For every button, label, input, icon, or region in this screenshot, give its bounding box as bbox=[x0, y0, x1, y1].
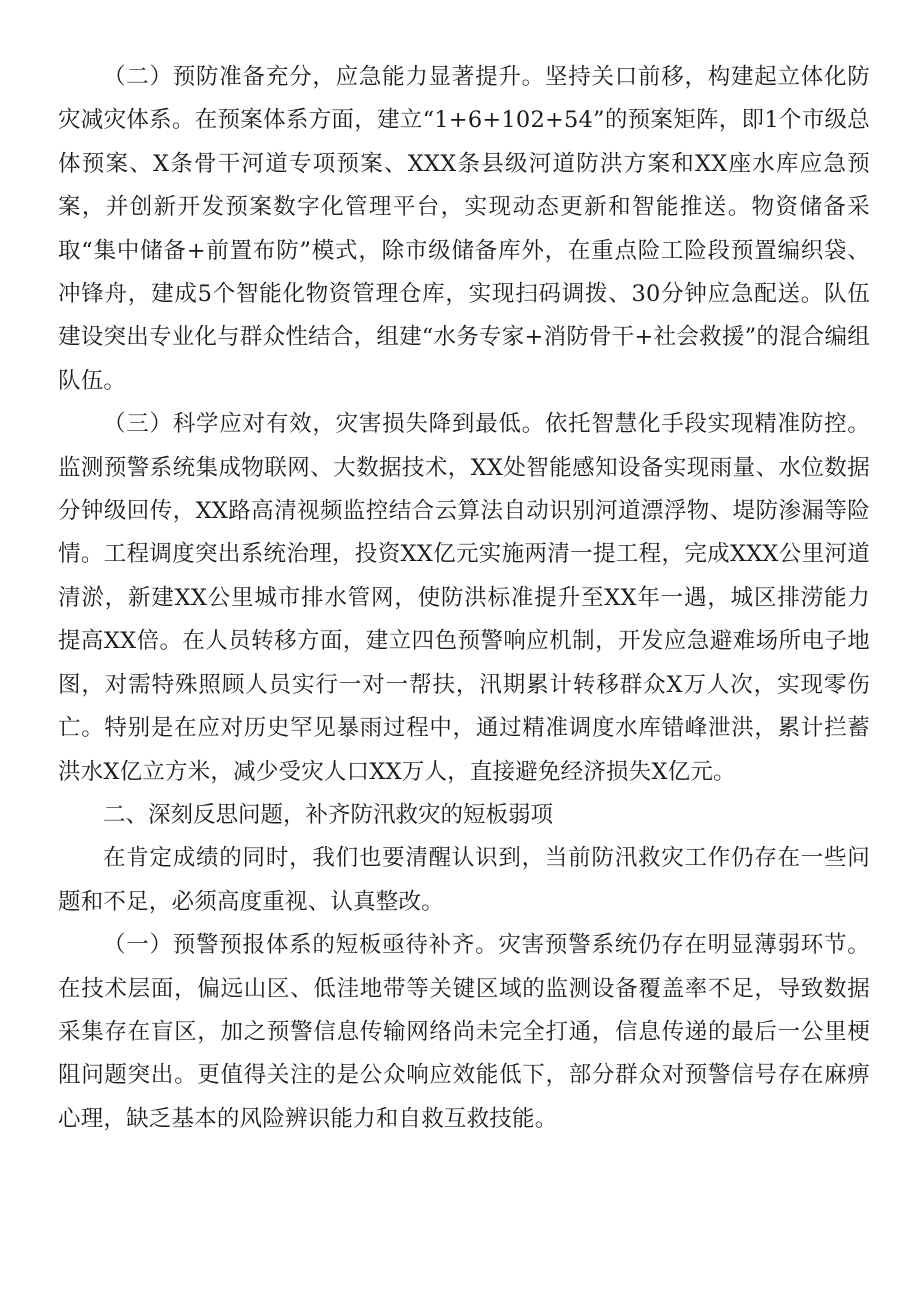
paragraph-warning-system: （一）预警预报体系的短板亟待补齐。灾害预警系统仍存在明显薄弱环节。在技术层面，偏远山区、低洼地带等关键区域的监测设备覆盖率不足，导致数据采集存在盲区，加之预警信息传输网络尚未完全打通，信息传递的最后一公里梗阻问题突出。更值得关注的是公众响应效能低下，部分群众对预警信号存在麻痹心理，缺乏基本的风险辨识能力和自救互救技能。 bbox=[58, 932, 870, 1132]
paragraph-scientific-response: （三）科学应对有效，灾害损失降到最低。依托智慧化手段实现精准防控。监测预警系统集成物联网、大数据技术，XX处智能感知设备实现雨量、水位数据分钟级回传，XX路高清视频监控结合云算法自动识别河道漂浮物、堤防渗漏等险情。工程调度突出系统治理，投资XX亿元实施两清一提工程，完成XXX公里河道清淤，新建XX公里城市排水管网，使防洪标准提升至XX年一遇，城区排涝能力提高XX倍。在人员转移方面，建立四色预警响应机制，开发应急避难场所电子地图，对需特殊照顾人员实行一对一帮扶，汛期累计转移群众X万人次，实现零伤亡。特别是在应对历史罕见暴雨过程中，通过精准调度水库错峰泄洪，累计拦蓄洪水X亿立方米，减少受灾人口XX万人，直接避免经济损失X亿元。 bbox=[58, 411, 870, 785]
section-heading: 二、深刻反思问题，补齐防汛救灾的短板弱项 bbox=[103, 801, 554, 828]
paragraph-prevention-preparedness: （二）预防准备充分，应急能力显著提升。坚持关口前移，构建起立体化防灾减灾体系。在预案体系方面，建立“1+6+102+54”的预案矩阵，即1个市级总体预案、X条骨干河道专项预案、XXX条县级河道防洪方案和XX座水库应急预案，并创新开发预案数字化管理平台，实现动态更新和智能推送。物资储备采取“集中储备+前置布防”模式，除市级储备库外，在重点险工险段预置编织袋、冲锋舟，建成5个智能化物资管理仓库，实现扫码调拨、30分钟应急配送。队伍建设突出专业化与群众性结合，组建“水务专家+消防骨干+社会救援”的混合编组队伍。 bbox=[58, 64, 870, 394]
paragraph-intro-problems: 在肯定成绩的同时，我们也要清醒认识到，当前防汛救灾工作仍存在一些问题和不足，必须高度重视、认真整改。 bbox=[58, 845, 870, 915]
document-page bbox=[58, 56, 870, 1141]
